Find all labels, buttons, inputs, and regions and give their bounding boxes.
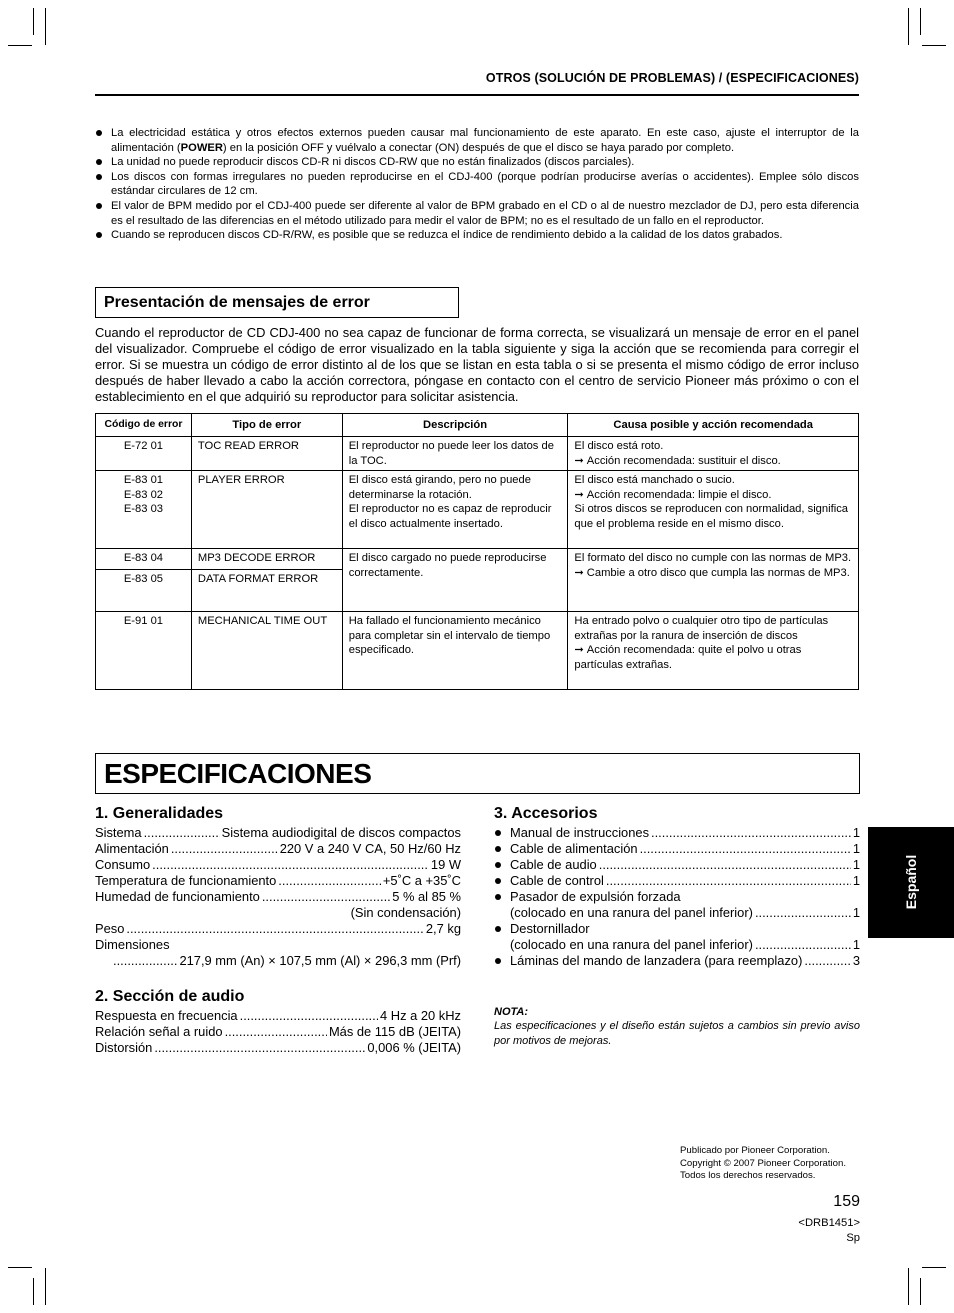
extra-text: Si otros discos se reproducen con normalidad, significa que el problema reside en el mismo disco.: [574, 503, 849, 530]
publisher-info: Publicado por Pioneer Corporation. Copyright © 2007 Pioneer Corporation. Todos los derechos reservados.: [680, 1145, 846, 1181]
accessory-item: (colocado en una ranura del panel inferior) ..... 1: [494, 937, 860, 953]
action-line: ➞ Cambie a otro disco que cumpla las normas de MP3.: [574, 566, 850, 579]
spec-row: Consumo ..... 19 W: [95, 857, 461, 873]
arrow-right-icon: ➞: [574, 454, 584, 467]
specs-title: ESPECIFICACIONES: [95, 753, 860, 794]
error-desc: El disco cargado no puede reproducirse correctamente.: [342, 549, 568, 612]
spec-note: (Sin condensación): [350, 905, 461, 920]
error-desc: El reproductor no puede leer los datos de la TOC.: [342, 437, 568, 471]
note-item: La electricidad estática y otros efectos externos pueden causar mal funcionamiento de este aparato. En este caso, ajuste el interruptor de la alimentación (POWER) en la posición OFF y vuélvalo a conectar (ON) después de que el disco se haya parado por completo.: [95, 126, 859, 155]
spec-row: Distorsión ..... 0,006 % (JEITA): [95, 1040, 461, 1056]
error-code: E-83 01 E-83 02 E-83 03: [96, 471, 192, 549]
accessory-item: Láminas del mando de lanzadera (para reemplazo) ..... 3: [494, 953, 860, 969]
action-line: ➞ Acción recomendada: sustituir el disco.: [574, 454, 781, 467]
table-row: [96, 612, 859, 690]
audio-specs: [95, 1008, 461, 1056]
document-code: <DRB1451> Sp: [798, 1217, 860, 1244]
notes-list: [95, 126, 859, 243]
spec-row: Humedad de funcionamiento ..... 5 % al 85 %: [95, 889, 461, 905]
cause-text: Ha entrado polvo o cualquier otro tipo de partículas extrañas por la ranura de inserción de discos: [574, 615, 829, 642]
table-row: [96, 437, 859, 471]
error-cause: [568, 612, 859, 690]
note-text: Las especificaciones y el diseño están sujetos a cambios sin previo aviso por motivos de mejoras.: [494, 1020, 860, 1047]
note-item: El valor de BPM medido por el CDJ-400 puede ser diferente al valor de BPM grabado en el CD o al de nuestro mezclador de DJ, pero esta diferencia es el resultado de las diferencias en el método utilizado para medir el valor de BPM; no es el resultado de un fallo en el reproductor.: [95, 199, 859, 228]
note-item: La unidad no puede reproducir discos CD-R ni discos CD-RW que no están finalizados (discos parciales).: [95, 155, 859, 170]
language-tab: Español: [868, 827, 954, 938]
general-title: 1. Generalidades: [95, 805, 224, 822]
action-line: ➞ Acción recomendada: limpie el disco.: [574, 488, 772, 501]
accessories-title: 3. Accesorios: [494, 805, 598, 822]
error-code: E-83 04: [96, 549, 192, 570]
audio-title: 2. Sección de audio: [95, 988, 245, 1005]
cause-text: El disco está roto.: [574, 440, 664, 452]
error-desc: El disco está girando, pero no puede determinarse la rotación. El reproductor no es capaz de reproducir el disco actualmente insertado.: [342, 471, 568, 549]
action-line: ➞ Acción recomendada: quite el polvo u otras partículas extrañas.: [574, 644, 802, 671]
spec-row: Temperatura de funcionamiento ..... +5˚C a +35˚C: [95, 873, 461, 889]
header-rule: [95, 94, 859, 96]
cause-text: El disco está manchado o sucio.: [574, 474, 735, 487]
page-number: 159: [833, 1193, 860, 1210]
error-type: DATA FORMAT ERROR: [191, 570, 342, 612]
error-type: PLAYER ERROR: [191, 471, 342, 549]
error-code: E-91 01: [96, 612, 192, 690]
running-header: OTROS (SOLUCIÓN DE PROBLEMAS) / (ESPECIFICACIONES): [485, 71, 859, 85]
header-code: Código de error: [96, 414, 192, 437]
header-desc: Descripción: [342, 414, 568, 437]
accessory-item: Destornillador: [494, 921, 860, 937]
error-table: [95, 413, 859, 690]
spec-row: Alimentación ..... 220 V a 240 V CA, 50 Hz/60 Hz: [95, 841, 461, 857]
accessory-item: Cable de control ..... 1: [494, 873, 860, 889]
accessory-item: Pasador de expulsión forzada: [494, 889, 860, 905]
accessory-item: (colocado en una ranura del panel inferior) ..... 1: [494, 905, 860, 921]
spec-row: Peso ..... 2,7 kg: [95, 921, 461, 937]
header-cause: Causa posible y acción recomendada: [568, 414, 859, 437]
cause-text: El formato del disco no cumple con las normas de MP3.: [574, 552, 852, 565]
spec-label: Dimensiones: [95, 937, 170, 952]
spec-row: ..... 217,9 mm (An) × 107,5 mm (Al) × 296,3 mm (Prf): [95, 953, 461, 969]
table-row: [96, 549, 859, 570]
error-code: E-83 05: [96, 570, 192, 612]
note-item: Cuando se reproducen discos CD-R/RW, es posible que se reduzca el índice de rendimiento debido a la calidad de los datos grabados.: [95, 228, 859, 243]
note-item: Los discos con formas irregulares no pueden reproducirse en el CDJ-400 (porque podrían producirse averías o accidentes). Emplee sólo discos estándar circulares de 12 cm.: [95, 170, 859, 199]
error-type: MP3 DECODE ERROR: [191, 549, 342, 570]
arrow-right-icon: ➞: [574, 644, 584, 657]
spec-row: Sistema ..... Sistema audiodigital de discos compactos: [95, 825, 461, 841]
error-cause: [568, 549, 859, 612]
accessory-item: Manual de instrucciones ..... 1: [494, 825, 860, 841]
error-cause: [568, 471, 859, 549]
spec-row: Respuesta en frecuencia ..... 4 Hz a 20 kHz: [95, 1008, 461, 1024]
table-row: [96, 471, 859, 549]
error-desc: Ha fallado el funcionamiento mecánico para completar sin el intervalo de tiempo especificado.: [342, 612, 568, 690]
accessory-item: Cable de alimentación ..... 1: [494, 841, 860, 857]
accessories-list: [494, 825, 860, 969]
table-header-row: [96, 414, 859, 437]
error-cause: [568, 437, 859, 471]
arrow-right-icon: ➞: [574, 566, 584, 579]
header-type: Tipo de error: [191, 414, 342, 437]
accessory-item: Cable de audio ..... 1: [494, 857, 860, 873]
error-type: MECHANICAL TIME OUT: [191, 612, 342, 690]
error-section-intro: Cuando el reproductor de CD CDJ-400 no sea capaz de funcionar de forma correcta, se visualizará un mensaje de error en el panel del visualizador. Compruebe el código de error visualizado en la tabla siguiente y siga la acción que se recomienda para corregir el error. Si se muestra un código de error distinto al de los que se listan en esta tabla o si se presenta el mismo código de error incluso después de haber llevado a cabo la acción correctora, póngase en contacto con el centro de servicio Pioneer más próximo o con el establecimiento en el que adquirió su reproductor para solicitar asistencia.: [95, 325, 859, 404]
arrow-right-icon: ➞: [574, 488, 584, 501]
error-type: TOC READ ERROR: [191, 437, 342, 471]
error-section-title: Presentación de mensajes de error: [95, 287, 459, 318]
general-specs: [95, 825, 461, 969]
note-title: NOTA:: [494, 1006, 529, 1018]
spec-row: Relación señal a ruido ..... Más de 115 dB (JEITA): [95, 1024, 461, 1040]
error-code: E-72 01: [96, 437, 192, 471]
